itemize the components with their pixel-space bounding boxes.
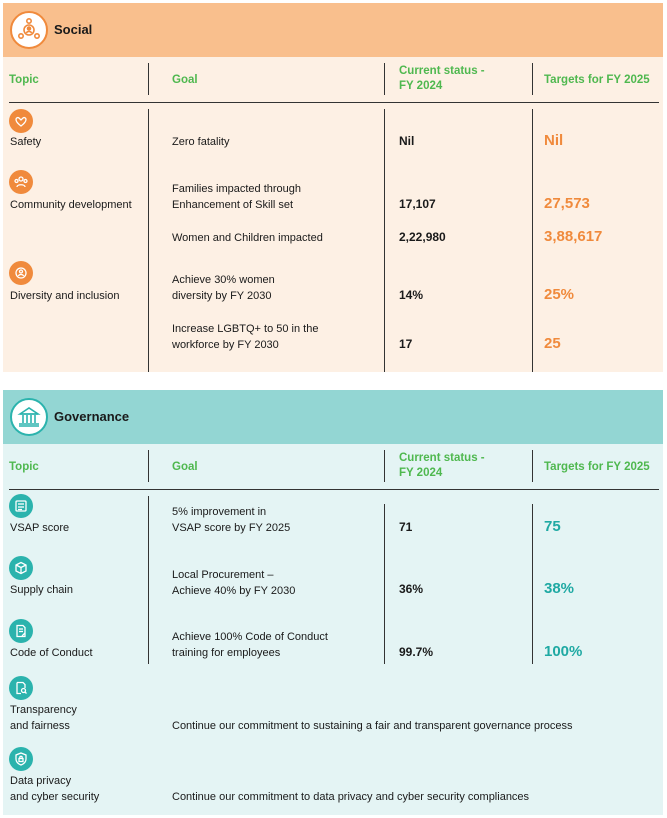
header-target: Targets for FY 2025 xyxy=(544,461,650,473)
status-lgbtq: 17 xyxy=(399,337,413,351)
goal-women-children: Women and Children impacted xyxy=(172,232,323,244)
status-women-diversity: 14% xyxy=(399,288,424,302)
governance-section xyxy=(3,390,663,815)
header-topic: Topic xyxy=(9,461,39,473)
box-icon xyxy=(9,556,33,580)
divider xyxy=(532,504,533,664)
divider xyxy=(384,109,385,372)
header-rule xyxy=(9,489,659,490)
topic-diversity: Diversity and inclusion xyxy=(10,290,120,302)
target-women-diversity: 25% xyxy=(544,286,575,303)
magnifier-document-icon xyxy=(9,676,33,700)
header-rule xyxy=(9,102,659,103)
safety-hands-icon xyxy=(9,109,33,133)
social-table-header xyxy=(3,57,663,105)
header-goal: Goal xyxy=(172,74,198,86)
scorecard-icon xyxy=(9,494,33,518)
status-women-children: 2,22,980 xyxy=(399,230,446,244)
governance-title: Governance xyxy=(54,409,130,424)
target-women-children: 3,88,617 xyxy=(544,228,603,245)
divider xyxy=(384,450,385,482)
social-section xyxy=(3,3,663,372)
status-community-skill: 17,107 xyxy=(399,197,436,211)
divider xyxy=(532,63,533,95)
target-code-of-conduct: 100% xyxy=(544,643,583,660)
bank-building-icon xyxy=(10,398,48,436)
header-topic: Topic xyxy=(9,74,39,86)
divider xyxy=(384,504,385,664)
header-status: Current status - FY 2024 xyxy=(399,452,485,479)
target-vsap: 75 xyxy=(544,518,561,535)
header-goal: Goal xyxy=(172,461,198,473)
diversity-icon xyxy=(9,261,33,285)
governance-table-header xyxy=(3,444,663,492)
goal-code-of-conduct: Achieve 100% Code of Conduct training for employees xyxy=(172,631,328,659)
divider xyxy=(148,63,149,95)
target-safety: Nil xyxy=(544,132,564,149)
topic-vsap: VSAP score xyxy=(10,522,70,534)
topic-data-privacy: Data privacy and cyber security xyxy=(10,775,100,803)
community-icon xyxy=(9,170,33,194)
divider xyxy=(532,109,533,372)
header-status: Current status - FY 2024 xyxy=(399,65,485,92)
people-network-icon xyxy=(10,11,48,49)
goal-safety: Zero fatality xyxy=(172,136,230,148)
status-supply-chain: 36% xyxy=(399,582,424,596)
header-target: Targets for FY 2025 xyxy=(544,74,650,86)
goal-supply-chain: Local Procurement – Achieve 40% by FY 2030 xyxy=(172,569,296,597)
target-community-skill: 27,573 xyxy=(544,195,590,212)
status-code-of-conduct: 99.7% xyxy=(399,645,434,659)
status-safety: Nil xyxy=(399,134,415,148)
divider xyxy=(148,496,149,664)
target-supply-chain: 38% xyxy=(544,580,575,597)
goal-women-diversity: Achieve 30% women diversity by FY 2030 xyxy=(172,274,275,302)
topic-transparency: Transparency and fairness xyxy=(10,704,77,732)
social-header xyxy=(3,3,663,57)
topic-community: Community development xyxy=(10,199,132,211)
document-pen-icon xyxy=(9,619,33,643)
status-vsap: 71 xyxy=(399,520,413,534)
topic-supply-chain: Supply chain xyxy=(10,584,73,596)
transparency-commitment: Continue our commitment to sustaining a fair and transparent governance process xyxy=(172,720,573,732)
divider xyxy=(532,450,533,482)
topic-safety: Safety xyxy=(10,136,42,148)
governance-header xyxy=(3,390,663,444)
topic-code-of-conduct: Code of Conduct xyxy=(10,647,93,659)
goal-lgbtq: Increase LGBTQ+ to 50 in the workforce by FY 2030 xyxy=(172,323,319,351)
divider xyxy=(148,109,149,372)
shield-lock-icon xyxy=(9,747,33,771)
divider xyxy=(384,63,385,95)
social-title: Social xyxy=(54,22,93,37)
divider xyxy=(148,450,149,482)
goal-vsap: 5% improvement in VSAP score by FY 2025 xyxy=(172,506,291,534)
goal-community-skill: Families impacted through Enhancement of Skill set xyxy=(172,183,302,211)
privacy-commitment: Continue our commitment to data privacy and cyber security compliances xyxy=(172,791,530,803)
target-lgbtq: 25 xyxy=(544,335,561,352)
